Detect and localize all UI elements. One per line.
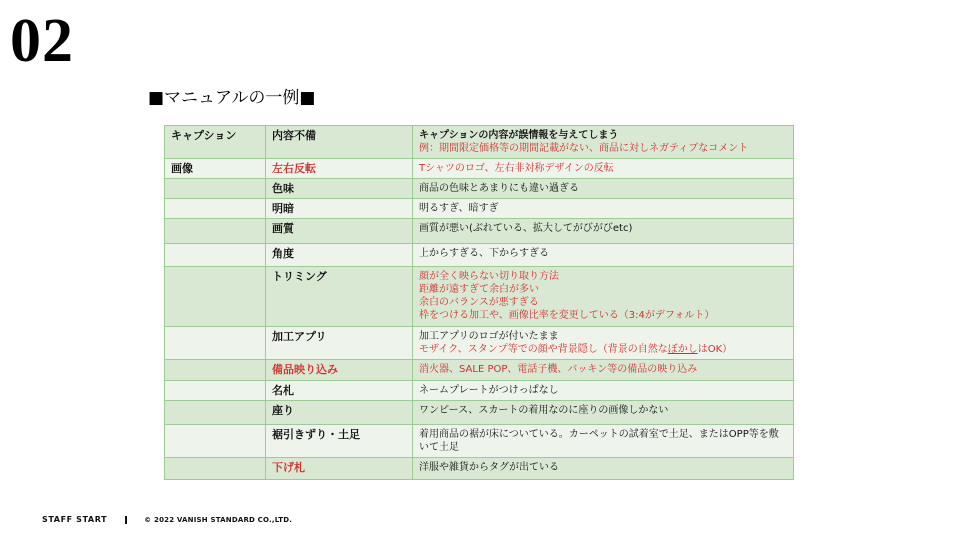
description-line bbox=[419, 343, 787, 356]
row-description bbox=[413, 267, 794, 327]
row-item: 角度 bbox=[266, 244, 413, 267]
row-description bbox=[413, 360, 794, 381]
footer-copyright: © 2022 VANISH STANDARD CO.,LTD. bbox=[144, 515, 293, 524]
table-row bbox=[165, 425, 794, 458]
row-category bbox=[165, 327, 266, 360]
description-underlined-text: ぼかし bbox=[667, 344, 698, 355]
row-category bbox=[165, 267, 266, 327]
table-row bbox=[165, 244, 794, 267]
description-line: 着用商品の裾が床についている。カーペットの試着室で土足、またはOPP等を敷いて土足 bbox=[419, 429, 779, 453]
row-item: 色味 bbox=[266, 179, 413, 199]
description-line: 例：期間限定価格等の期間記載がない、商品に対しネガティブなコメント bbox=[419, 143, 749, 154]
manual-table-body bbox=[165, 126, 794, 480]
table-row bbox=[165, 159, 794, 179]
table-row bbox=[165, 267, 794, 327]
description-line: Tシャツのロゴ、左右非対称デザインの反転 bbox=[419, 163, 614, 174]
row-item: 加工アプリ bbox=[266, 327, 413, 360]
row-description bbox=[413, 425, 794, 458]
row-category bbox=[165, 199, 266, 219]
row-category bbox=[165, 381, 266, 401]
row-category: キャプション bbox=[165, 126, 266, 159]
description-text: モザイク、スタンプ等での顔や背景隠し（背景の自然な bbox=[419, 344, 668, 355]
row-description bbox=[413, 159, 794, 179]
description-text-after: はOK） bbox=[697, 344, 733, 355]
table-row bbox=[165, 219, 794, 244]
description-line: 消火器、SALE POP、電話子機、バッキン等の備品の映り込み bbox=[419, 364, 698, 375]
table-row bbox=[165, 327, 794, 360]
description-line: 加工アプリのロゴが付いたまま bbox=[419, 331, 559, 342]
row-category bbox=[165, 219, 266, 244]
row-description bbox=[413, 458, 794, 480]
row-category bbox=[165, 179, 266, 199]
row-description bbox=[413, 179, 794, 199]
row-description bbox=[413, 219, 794, 244]
table-row bbox=[165, 126, 794, 159]
description-line: ネームプレートがつけっぱなし bbox=[419, 385, 559, 396]
description-line: 余白のバランスが悪すぎる bbox=[419, 297, 539, 308]
footer bbox=[42, 515, 292, 524]
footer-brand: STAFF START bbox=[42, 515, 108, 524]
row-item: 名札 bbox=[266, 381, 413, 401]
slide-number: 02 bbox=[10, 7, 74, 75]
description-line: 洋服や雑貨からタグが出ている bbox=[419, 462, 559, 473]
row-description bbox=[413, 126, 794, 159]
row-category bbox=[165, 458, 266, 480]
row-item: トリミング bbox=[266, 267, 413, 327]
table-row bbox=[165, 401, 794, 425]
row-item: 明暗 bbox=[266, 199, 413, 219]
row-category: 画像 bbox=[165, 159, 266, 179]
description-line: 商品の色味とあまりにも違い過ぎる bbox=[419, 183, 579, 194]
row-item: 裾引きずり・土足 bbox=[266, 425, 413, 458]
description-line: 顔が全く映らない切り取り方法 bbox=[419, 271, 559, 282]
description-line: ワンピース、スカートの着用なのに座りの画像しかない bbox=[419, 405, 669, 416]
row-item: 座り bbox=[266, 401, 413, 425]
description-line: 枠をつける加工や、画像比率を変更している（3:4がデフォルト） bbox=[419, 310, 715, 321]
description-line: 上からすぎる、下からすぎる bbox=[419, 248, 549, 259]
table-row bbox=[165, 458, 794, 480]
table-row bbox=[165, 199, 794, 219]
table-row bbox=[165, 381, 794, 401]
slide-heading: ■マニュアルの一例■ bbox=[148, 88, 316, 108]
row-description bbox=[413, 244, 794, 267]
manual-table bbox=[164, 125, 794, 480]
description-line: 画質が悪い(ぶれている、拡大してがびがびetc) bbox=[419, 223, 633, 234]
row-item: 左右反転 bbox=[266, 159, 413, 179]
row-description bbox=[413, 381, 794, 401]
description-line: キャプションの内容が誤情報を与えてしまう bbox=[419, 130, 619, 141]
row-item: 内容不備 bbox=[266, 126, 413, 159]
row-category bbox=[165, 401, 266, 425]
footer-divider bbox=[125, 516, 127, 524]
table-row bbox=[165, 360, 794, 381]
row-description bbox=[413, 401, 794, 425]
row-item: 備品映り込み bbox=[266, 360, 413, 381]
table-row bbox=[165, 179, 794, 199]
row-description bbox=[413, 199, 794, 219]
description-line: 距離が遠すぎて余白が多い bbox=[419, 284, 539, 295]
row-item: 下げ札 bbox=[266, 458, 413, 480]
row-category bbox=[165, 244, 266, 267]
row-category bbox=[165, 425, 266, 458]
row-category bbox=[165, 360, 266, 381]
row-description bbox=[413, 327, 794, 360]
description-line: 明るすぎ、暗すぎ bbox=[419, 203, 499, 214]
row-item: 画質 bbox=[266, 219, 413, 244]
